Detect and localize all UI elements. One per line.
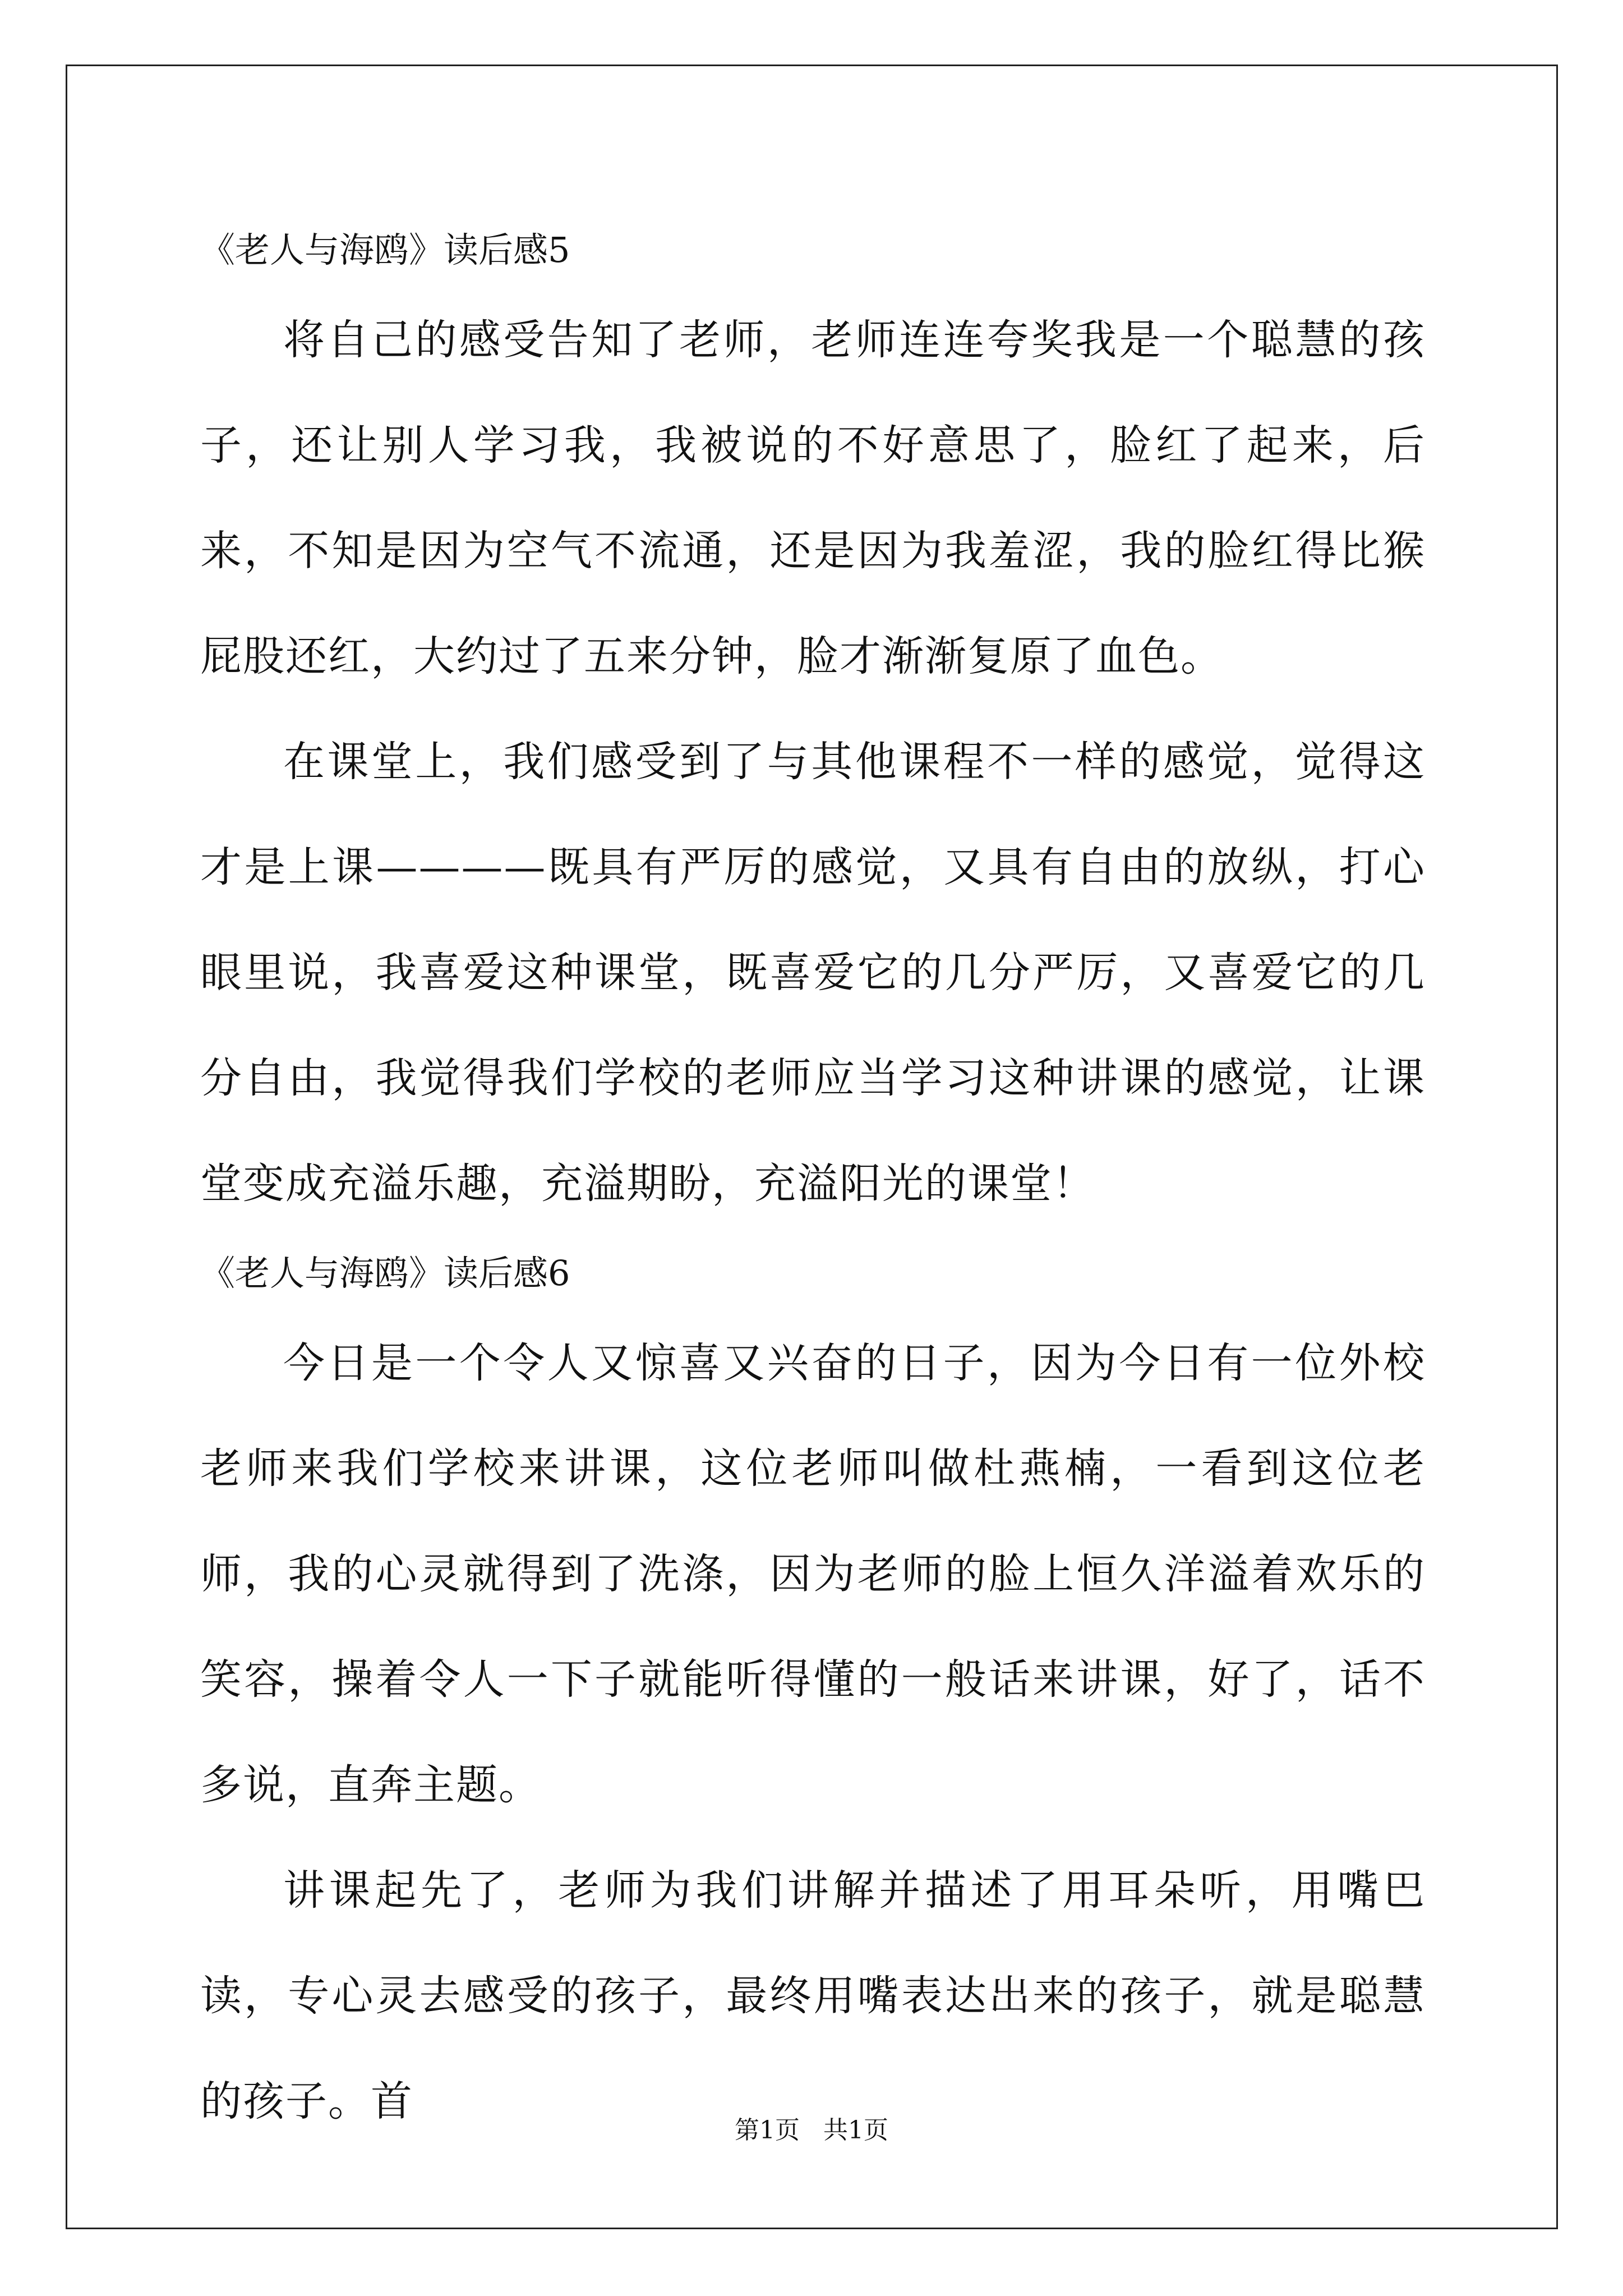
paragraph: 在课堂上，我们感受到了与其他课程不一样的感觉，觉得这才是上课————既具有严厉的感觉，又具有自由的放纵，打心眼里说，我喜爱这种课堂，既喜爱它的几分严厉，又喜爱它的几分自由，我觉得我们学校的老师应当学习这种讲课的感觉，让课堂变成充溢乐趣，充溢期盼，充溢阳光的课堂！ [200,738,1426,1208]
document-body [200,213,1426,2154]
section-heading: 《老人与海鸥》读后感5 [200,229,570,270]
paragraph: 今日是一个令人又惊喜又兴奋的日子，因为今日有一位外校老师来我们学校来讲课，这位老师叫做杜燕楠，一看到这位老师，我的心灵就得到了洗涤，因为老师的脸上恒久洋溢着欢乐的笑容，操着令人一下子就能听得懂的一般话来讲课，好了，话不多说，直奔主题。 [200,1339,1426,1809]
page-footer: 第1页 共1页 [735,2116,888,2145]
section-heading: 《老人与海鸥》读后感6 [200,1253,570,1294]
essay-section-5 [200,213,1426,1236]
paragraph: 讲课起先了，老师为我们讲解并描述了用耳朵听，用嘴巴读，专心灵去感受的孩子，最终用嘴表达出来的孩子，就是聪慧的孩子。首 [200,1866,1426,2125]
essay-section-6 [200,1236,1426,2154]
paragraph: 将自己的感受告知了老师，老师连连夸奖我是一个聪慧的孩子，还让别人学习我，我被说的不好意思了，脸红了起来，后来，不知是因为空气不流通，还是因为我羞涩，我的脸红得比猴屁股还红，大约过了五来分钟，脸才渐渐复原了血色。 [200,316,1426,680]
